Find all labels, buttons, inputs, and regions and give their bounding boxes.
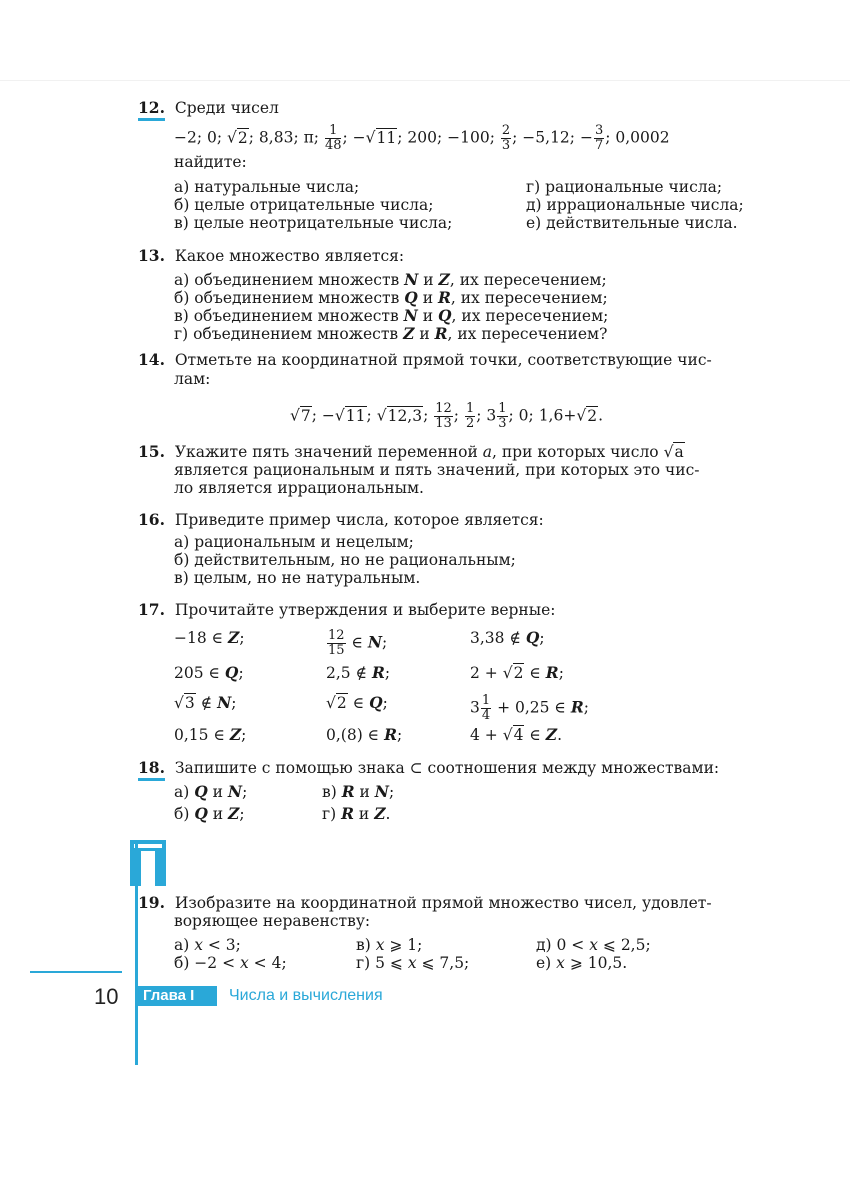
- page-top-margin: [0, 0, 850, 81]
- radicand: 2: [587, 406, 598, 425]
- text-run: −2; 0;: [174, 128, 228, 147]
- problem-text-line: [174, 289, 608, 307]
- text-run: .: [385, 805, 391, 823]
- radical-sign-icon: √: [326, 694, 336, 712]
- denominator: 7: [594, 138, 604, 153]
- text-run: Приведите пример числа, которое является:: [174, 511, 544, 529]
- text-run: ∈: [524, 726, 546, 744]
- problem-number: 16.: [138, 510, 165, 529]
- radicand: 7: [300, 406, 311, 425]
- text-run: ;: [382, 633, 388, 652]
- radical-sign-icon: √: [334, 406, 345, 425]
- text-run: г) 5 ⩽: [356, 954, 408, 972]
- text-run: ⩾ 10,5.: [564, 954, 628, 972]
- text-run: ∉: [195, 694, 218, 712]
- set-symbol: Z: [438, 270, 450, 289]
- text-run: ⩽ 2,5;: [597, 936, 651, 954]
- problem-number: 17.: [138, 600, 165, 619]
- numerator: 3: [594, 123, 604, 138]
- problem-text-line: [290, 402, 603, 431]
- margin-rule-vertical: [135, 840, 138, 1065]
- problem-heading: [138, 99, 279, 117]
- problem-heading: [138, 759, 719, 777]
- set-symbol: N: [217, 693, 232, 712]
- set-symbol: R: [384, 725, 397, 744]
- text-run: в) объединением множеств: [174, 307, 404, 325]
- variable: a: [482, 443, 492, 461]
- text-run: Изобразите на координатной прямой множество чисел, удовлет-: [174, 894, 712, 912]
- problem-text-line: [174, 629, 245, 647]
- set-symbol: N: [403, 306, 418, 325]
- fraction: [465, 402, 475, 431]
- set-symbol: Z: [229, 725, 242, 744]
- fraction: [501, 124, 511, 153]
- problem-text-line: [322, 783, 394, 801]
- problem-text-line: [174, 124, 670, 153]
- variable: x: [556, 954, 565, 972]
- text-run: ∈: [524, 664, 546, 682]
- square-root: [326, 693, 348, 712]
- text-run: Прочитайте утверждения и выберите верные:: [174, 601, 556, 619]
- set-symbol: Z: [228, 804, 240, 823]
- text-run: ;: [239, 629, 245, 647]
- variable: x: [240, 954, 249, 972]
- problem-text-line: [174, 271, 607, 289]
- numerator: 1: [325, 124, 342, 139]
- text-run: 3: [470, 698, 480, 717]
- text-run: ;: [388, 783, 395, 801]
- text-run: ; 3: [476, 406, 497, 425]
- problem-text-line: [536, 936, 651, 954]
- text-run: д) иррациональные числа;: [526, 196, 744, 214]
- radicand: 2: [237, 128, 248, 147]
- text-run: в) целым, но не натуральным.: [174, 569, 421, 587]
- numerator: 1: [498, 401, 507, 416]
- text-run: ;: [539, 629, 545, 647]
- problem-text-line: [174, 214, 452, 232]
- problem-text-line: [326, 664, 390, 682]
- set-symbol: R: [570, 697, 584, 717]
- text-run: ло является иррациональным.: [174, 479, 424, 497]
- text-run: , их пересечением;: [451, 307, 609, 325]
- denominator: 48: [324, 138, 342, 153]
- square-root: [576, 406, 598, 425]
- set-symbol: Q: [369, 693, 383, 712]
- text-run: найдите:: [174, 153, 247, 171]
- chapter-title: Числа и вычисления: [229, 987, 383, 1004]
- radical-sign-icon: √: [227, 128, 237, 147]
- square-root: [290, 406, 312, 425]
- denominator: 13: [435, 416, 452, 431]
- problem-heading: [138, 351, 712, 369]
- square-root: [664, 442, 685, 461]
- text-run: ; 0,0002: [605, 128, 670, 147]
- problem-text-line: [174, 479, 424, 497]
- problem-text-line: [356, 954, 469, 972]
- text-run: 2,5 ∉: [326, 664, 372, 682]
- radicand: 3: [184, 694, 195, 712]
- problem-text-line: [174, 153, 247, 171]
- radical-sign-icon: √: [502, 664, 513, 682]
- problem-text-line: [174, 307, 608, 325]
- set-symbol: Z: [374, 804, 386, 823]
- problem-text-line: [536, 954, 627, 972]
- problem-text-line: [326, 726, 402, 744]
- problem-number: 13.: [138, 246, 165, 265]
- text-run: ;: [239, 805, 245, 823]
- problem-text-line: [174, 694, 237, 712]
- fraction: [327, 629, 346, 658]
- text-run: в): [356, 936, 376, 954]
- text-run: и: [207, 783, 228, 801]
- problem-text-line: [174, 569, 420, 587]
- square-root: [174, 693, 196, 712]
- problem-text-line: [174, 726, 246, 744]
- square-root: [227, 128, 249, 147]
- text-run: г) рациональные числа;: [526, 178, 723, 196]
- text-run: 4 +: [470, 726, 503, 744]
- text-run: .: [598, 406, 604, 425]
- square-root: [335, 406, 367, 425]
- text-run: ;: [423, 406, 434, 425]
- set-symbol: R: [545, 663, 559, 682]
- text-run: д) 0 <: [536, 936, 590, 954]
- text-run: и: [414, 325, 435, 343]
- text-run: , при которых число: [491, 443, 664, 461]
- text-run: 2 +: [470, 664, 503, 682]
- denominator: 15: [328, 643, 345, 658]
- numerator: 2: [501, 123, 511, 138]
- radical-sign-icon: √: [376, 406, 387, 425]
- problem-text-line: [526, 178, 722, 196]
- square-root: [366, 128, 398, 147]
- numerator: 1: [465, 401, 475, 416]
- text-run: , их пересечением?: [447, 325, 608, 343]
- text-run: б) −2 <: [174, 954, 240, 972]
- radical-sign-icon: √: [502, 726, 513, 744]
- fraction: [325, 124, 342, 153]
- text-run: лам:: [174, 370, 211, 388]
- text-run: Среди чисел: [174, 99, 279, 117]
- text-run: ⩽ 7,5;: [416, 954, 470, 972]
- text-run: 3,38 ∉: [470, 629, 526, 647]
- problem-text-line: [470, 664, 564, 682]
- problem-text-line: [526, 214, 738, 232]
- denominator: 3: [498, 416, 507, 431]
- problem-text-line: [174, 196, 433, 214]
- square-root: [377, 406, 423, 425]
- numerator: 1: [481, 693, 491, 708]
- set-symbol: Q: [404, 288, 418, 307]
- text-run: .: [557, 726, 563, 744]
- radicand: 12,3: [387, 406, 423, 425]
- text-run: ;: [558, 664, 564, 682]
- text-run: ∈: [346, 633, 368, 652]
- text-run: + 0,25 ∈: [492, 698, 571, 717]
- text-run: и: [207, 805, 229, 823]
- problem-text-line: [174, 664, 244, 682]
- text-run: Укажите пять значений переменной: [174, 443, 483, 461]
- text-run: Какое множество является:: [174, 247, 405, 265]
- text-run: и: [417, 289, 438, 307]
- text-run: ;: [396, 726, 403, 744]
- problem-text-line: [322, 805, 390, 823]
- problem-text-line: [174, 936, 241, 954]
- denominator: 4: [481, 708, 491, 723]
- square-root: [503, 663, 525, 682]
- problem-heading: [138, 601, 556, 619]
- radicand: 2: [336, 694, 347, 712]
- text-run: −18 ∈: [174, 629, 229, 647]
- problem-text-line: [174, 178, 359, 196]
- text-run: 0,15 ∈: [174, 726, 230, 744]
- text-run: воряющее неравенству:: [174, 912, 371, 930]
- variable: x: [375, 936, 385, 954]
- problem-text-line: [174, 370, 210, 388]
- text-run: в) целые неотрицательные числа;: [174, 214, 453, 232]
- text-run: ; −5,12; −: [512, 128, 593, 147]
- text-run: ;: [453, 406, 464, 425]
- text-run: , их пересечением;: [450, 289, 608, 307]
- text-run: ;: [241, 726, 247, 744]
- problem-number: 19.: [138, 893, 165, 912]
- problem-text-line: [470, 629, 545, 647]
- text-run: ;: [382, 694, 388, 712]
- text-run: Запишите с помощью знака ⊂ соотношения между множествами:: [174, 759, 720, 777]
- text-run: ;: [583, 698, 589, 717]
- set-symbol: R: [437, 288, 451, 307]
- text-run: 205 ∈: [174, 664, 225, 682]
- text-run: в): [322, 783, 342, 801]
- radical-sign-icon: √: [663, 443, 674, 461]
- set-symbol: R: [341, 782, 355, 801]
- denominator: 3: [501, 138, 511, 153]
- text-run: , их пересечением;: [449, 271, 607, 289]
- text-run: а) натуральные числа;: [174, 178, 360, 196]
- text-run: а) рациональным и нецелым;: [174, 533, 414, 551]
- text-run: ;: [384, 664, 391, 682]
- text-run: и: [354, 783, 375, 801]
- variable: x: [407, 954, 417, 972]
- set-symbol: Z: [403, 324, 415, 343]
- text-run: б) действительным, но не рациональным;: [174, 551, 516, 569]
- text-run: ;: [242, 783, 248, 801]
- set-symbol: Z: [228, 628, 240, 647]
- problem-text-line: [174, 533, 414, 551]
- text-run: б) объединением множеств: [174, 289, 405, 307]
- text-run: ; 200; −100;: [397, 128, 500, 147]
- fraction: [594, 124, 604, 153]
- set-symbol: Q: [438, 306, 452, 325]
- set-symbol: N: [404, 270, 419, 289]
- fraction: [497, 402, 507, 431]
- page-number: 10: [94, 984, 119, 1009]
- set-symbol: R: [434, 324, 448, 343]
- set-symbol: N: [367, 632, 383, 652]
- problem-text-line: [326, 629, 387, 658]
- radical-sign-icon: √: [174, 694, 184, 712]
- problem-text-line: [470, 726, 562, 744]
- text-run: б): [174, 805, 195, 823]
- text-run: ;: [366, 406, 377, 425]
- radicand: 11: [345, 406, 366, 425]
- problem-heading: [138, 247, 404, 265]
- problem-number: 14.: [138, 350, 165, 369]
- problem-number: 12.: [138, 98, 165, 121]
- denominator: 2: [465, 416, 475, 431]
- text-run: Отметьте на координатной прямой точки, соответствующие чис-: [174, 351, 712, 369]
- text-run: и: [418, 271, 439, 289]
- radical-sign-icon: √: [290, 406, 300, 425]
- square-root: [503, 725, 525, 744]
- text-run: является рациональным и пять значений, при которых это чис-: [174, 461, 700, 479]
- radicand: a: [674, 443, 684, 461]
- text-run: < 4;: [248, 954, 287, 972]
- text-run: ∈: [347, 694, 370, 712]
- text-run: ;: [238, 664, 244, 682]
- text-run: г): [322, 805, 342, 823]
- text-run: < 3;: [202, 936, 241, 954]
- radicand: 11: [376, 128, 397, 147]
- set-symbol: N: [374, 782, 389, 801]
- text-run: ; 0; 1,6+: [508, 406, 577, 425]
- problem-heading: [138, 511, 544, 529]
- variable: x: [589, 936, 598, 954]
- problem-heading: [138, 443, 685, 461]
- set-symbol: N: [227, 782, 243, 801]
- text-run: ; −: [311, 406, 335, 425]
- problem-text-line: [174, 461, 700, 479]
- problem-text-line: [174, 954, 287, 972]
- numerator: 12: [328, 628, 345, 643]
- text-run: е) действительные числа.: [526, 214, 738, 232]
- text-run: и: [417, 307, 439, 325]
- set-symbol: Q: [194, 804, 208, 823]
- fraction: [481, 694, 491, 723]
- text-run: ⩾ 1;: [384, 936, 423, 954]
- problem-text-line: [470, 694, 589, 723]
- text-run: ; 8,83; π;: [248, 128, 324, 147]
- margin-rule-horizontal: [30, 971, 122, 973]
- problem-text-line: [174, 783, 247, 801]
- text-run: ; −: [342, 128, 366, 147]
- problem-text-line: [526, 196, 744, 214]
- chapter-label: Глава I: [137, 986, 217, 1006]
- problem-text-line: [174, 805, 245, 823]
- text-run: 0,(8) ∈: [326, 726, 385, 744]
- text-run: е): [536, 954, 557, 972]
- radicand: 2: [513, 664, 524, 682]
- text-run: а): [174, 783, 195, 801]
- problem-heading: [138, 894, 712, 912]
- problem-text-line: [174, 551, 516, 569]
- variable: x: [194, 936, 203, 954]
- fraction: [434, 402, 453, 431]
- set-symbol: Q: [224, 663, 239, 682]
- text-run: и: [354, 805, 375, 823]
- problem-number: 18.: [138, 758, 165, 781]
- problem-number: 15.: [138, 442, 165, 461]
- text-run: а): [174, 936, 195, 954]
- problem-text-line: [356, 936, 422, 954]
- radical-sign-icon: √: [365, 128, 376, 147]
- text-run: г) объединением множеств: [174, 325, 404, 343]
- text-run: б) целые отрицательные числа;: [174, 196, 434, 214]
- numerator: 12: [435, 401, 452, 416]
- set-symbol: R: [371, 663, 385, 682]
- radicand: 4: [513, 726, 524, 744]
- problem-text-line: [326, 694, 388, 712]
- set-symbol: Z: [545, 725, 558, 744]
- text-run: ;: [231, 694, 237, 712]
- text-run: а) объединением множеств: [174, 271, 405, 289]
- problem-text-line: [174, 912, 370, 930]
- set-symbol: R: [341, 804, 354, 823]
- set-symbol: Q: [194, 782, 208, 801]
- problem-text-line: [174, 325, 607, 343]
- radical-sign-icon: √: [576, 406, 587, 425]
- set-symbol: Q: [525, 628, 540, 647]
